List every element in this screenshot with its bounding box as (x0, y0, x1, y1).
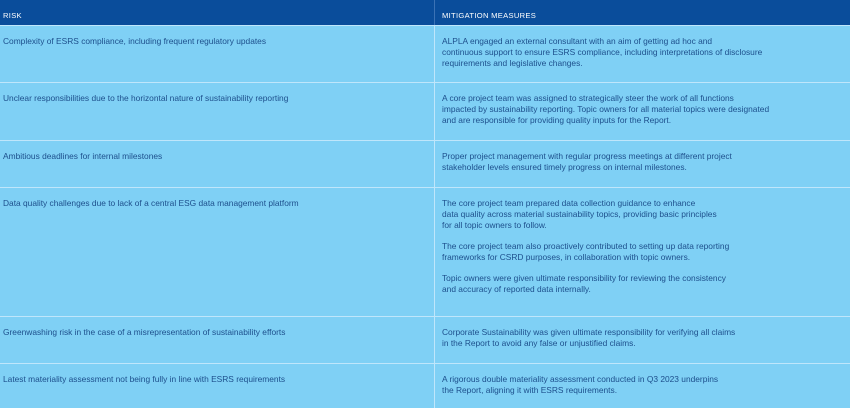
header-mitigation: MITIGATION MEASURES (434, 0, 850, 25)
risk-cell: Greenwashing risk in the case of a misrepresentation of sustainability efforts (3, 327, 286, 337)
mitigation-cell (434, 188, 850, 316)
risk-cell: Complexity of ESRS compliance, including frequent regulatory updates (3, 36, 267, 46)
mitigation-text: Topic owners were given ultimate responsibility for reviewing the consistency and accuracy of reported data internally. (442, 273, 726, 294)
table-row (0, 316, 850, 363)
mitigation-text: The core project team also proactively contributed to setting up data reporting frameworks for CSRD purposes, in collaboration with topic owners. (442, 241, 730, 262)
mitigation-text: A core project team was assigned to strategically steer the work of all functions impacted by sustainability reporting. Topic owners for all material topics were designated and are responsible for providing quality inputs for the Report. (442, 93, 770, 125)
risk-cell: Unclear responsibilities due to the horizontal nature of sustainability reporting (3, 93, 289, 103)
table-row (0, 25, 850, 82)
risk-cell: Ambitious deadlines for internal milestones (3, 151, 163, 161)
table-row (0, 187, 850, 316)
table-header (0, 0, 850, 25)
mitigation-cell (434, 83, 850, 140)
mitigation-text: The core project team prepared data collection guidance to enhance data quality across material sustainability topics, providing basic principles for all topic owners to follow. (442, 198, 717, 230)
mitigation-cell (434, 317, 850, 363)
header-risk: RISK (3, 11, 22, 20)
risk-cell: Data quality challenges due to lack of a central ESG data management platform (3, 198, 299, 208)
mitigation-cell (434, 364, 850, 408)
mitigation-cell (434, 141, 850, 187)
mitigation-text: Proper project management with regular progress meetings at different project stakeholder levels ensured timely progress on internal milestones. (442, 151, 732, 172)
mitigation-text: ALPLA engaged an external consultant with an aim of getting ad hoc and continuous support to ensure ESRS compliance, including interpretations of disclosure requirements and legislative changes. (442, 36, 763, 68)
mitigation-cell (434, 26, 850, 82)
mitigation-text: A rigorous double materiality assessment conducted in Q3 2023 underpins the Report, aligning it with ESRS requirements. (442, 374, 719, 395)
mitigation-text: Corporate Sustainability was given ultimate responsibility for verifying all claims in the Report to avoid any false or unjustified claims. (442, 327, 736, 348)
table-row (0, 140, 850, 187)
risk-cell: Latest materiality assessment not being fully in line with ESRS requirements (3, 374, 286, 384)
table-row (0, 363, 850, 408)
table-row (0, 82, 850, 140)
